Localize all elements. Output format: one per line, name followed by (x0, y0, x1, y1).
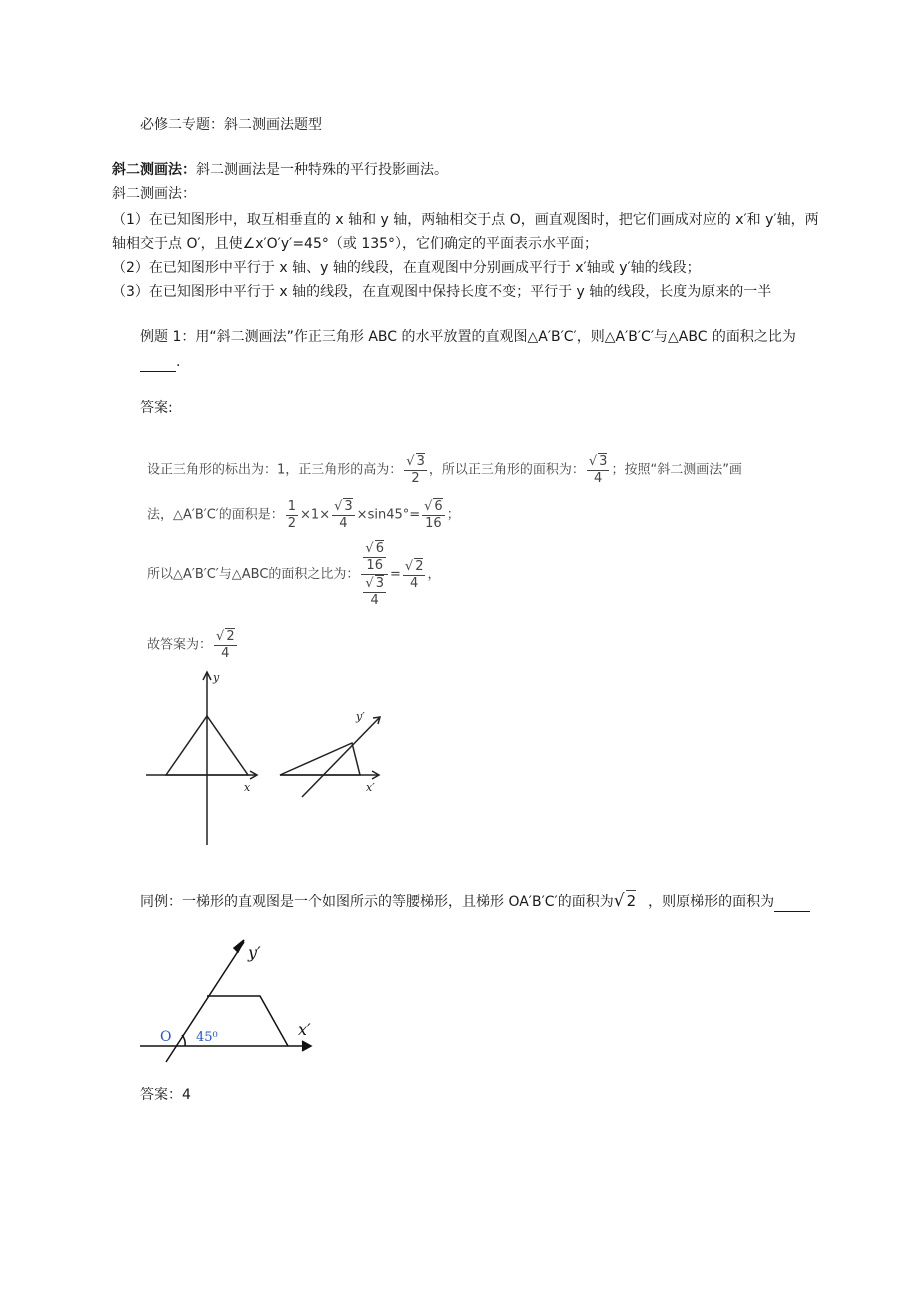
solution-line-2 (147, 498, 460, 532)
label-angle: 45⁰ (196, 1030, 218, 1045)
radicand: 3 (375, 576, 384, 591)
example-2-question-pre: 同例：一梯形的直观图是一个如图所示的等腰梯形，且梯形 OA′B′C′的面积为 (140, 894, 614, 910)
radicand: 2 (415, 558, 424, 574)
fraction-sqrt3-over-2 (404, 453, 427, 487)
rule-1-line-1: （1）在已知图形中，取互相垂直的 x 轴和 y 轴，两轴相交于点 O，画直观图时，把它们画成对应的 x′和 y′轴，两 (112, 212, 819, 228)
denominator: 2 (287, 515, 297, 531)
solution-2-post: ； (446, 507, 460, 523)
denominator: 4 (594, 471, 603, 486)
solution-3-eq: = (389, 567, 401, 582)
denominator: 2 (411, 471, 420, 486)
angle-arc (182, 1035, 185, 1046)
radicand: 6 (375, 541, 384, 556)
solution-line-1 (147, 453, 742, 487)
radical-sign: √ (365, 541, 374, 556)
radicand: 3 (416, 454, 425, 469)
radical-sign: √ (216, 629, 225, 644)
radical-sign: √ (365, 576, 374, 591)
numerator: 1 (287, 498, 297, 514)
denominator: 4 (370, 593, 379, 608)
fraction-sqrt2-over-4 (214, 628, 237, 662)
example-1-question-end: . (176, 354, 181, 370)
answer-blank (774, 897, 810, 912)
radical-sign: √ (613, 891, 625, 911)
rule-2: （2）在已知图形中平行于 x 轴、y 轴的线段，在直观图中分别画成平行于 x′轴或 y′轴的线段； (112, 260, 701, 276)
solution-2-pre: 法，△A′B′C′的面积是： (147, 507, 284, 523)
radical-sign: √ (588, 454, 598, 469)
radicand: 3 (344, 499, 353, 514)
denominator: 16 (425, 516, 442, 531)
inner-fraction-bottom (363, 575, 386, 609)
label-x-prime: x′ (366, 781, 375, 794)
radicand: 3 (599, 454, 608, 469)
definition-intro-text: 斜二测画法是一种特殊的平行投影画法。 (196, 162, 448, 178)
label-y-prime: y′ (248, 943, 261, 962)
definition-intro (112, 160, 448, 180)
definition-subtitle: 斜二测画法： (112, 186, 196, 202)
fraction-sqrt3-over-4 (587, 453, 610, 487)
compound-fraction (361, 540, 388, 609)
example-1-question: 例题 1：用“斜二测画法”作正三角形 ABC 的水平放置的直观图△A′B′C′，则△A′B′C′与△ABC 的面积之比为 (140, 329, 796, 345)
solution-3-pre: 所以△A′B′C′与△ABC的面积之比为： (147, 567, 360, 582)
denominator: 16 (366, 558, 383, 573)
example-2-question (140, 890, 810, 912)
solution-line-3 (147, 540, 440, 609)
denominator: 4 (410, 575, 419, 591)
solution-2-times: ×1× (300, 507, 331, 523)
oblique-triangle (280, 743, 360, 775)
fraction-sqrt3-over-4 (332, 498, 355, 532)
radical-sign: √ (334, 499, 343, 514)
page-title: 必修二专题：斜二测画法题型 (140, 117, 322, 133)
solution-2-sin: ×sin45°= (356, 507, 421, 523)
label-y-prime: y′ (356, 710, 365, 723)
radicand: 6 (434, 499, 443, 514)
trapezoid-sides (207, 996, 288, 1046)
example-1-answer-label: 答案: (140, 400, 173, 416)
radical-sign: √ (404, 558, 414, 574)
denominator: 4 (339, 516, 348, 531)
rule-3: （3）在已知图形中平行于 x 轴的线段，在直观图中保持长度不变；平行于 y 轴的线段，长度为原来的一半 (112, 284, 772, 300)
answer-blank (140, 357, 176, 372)
example-2-radicand: 2 (626, 892, 637, 910)
fraction-sqrt6-over-16 (422, 498, 445, 532)
example-2-answer: 答案：4 (140, 1087, 191, 1103)
fraction-sqrt2-over-4 (403, 558, 426, 592)
figure-triangles (140, 665, 400, 865)
inner-fraction-top (363, 540, 386, 574)
radical-sign: √ (424, 499, 433, 514)
solution-1-pre: 设正三角形的标出为：1，正三角形的高为： (147, 462, 403, 478)
solution-4-pre: 故答案为： (147, 637, 213, 653)
label-y: y (213, 671, 220, 684)
x-prime-axis-arrow-icon (302, 1041, 311, 1051)
y-prime-axis-arrow-icon (234, 940, 244, 952)
example-1-blank-line (140, 352, 180, 372)
fraction-1-over-2 (286, 499, 298, 532)
example-2-question-post: ，则原梯形的面积为 (648, 894, 775, 910)
radicand: 2 (226, 629, 235, 644)
rule-1-line-2: 轴相交于点 O′，且使∠x′O′y′=45°（或 135°），它们确定的平面表示水平面； (112, 236, 599, 252)
solution-1-post: ；按照“斜二测画法”画 (611, 462, 742, 478)
definition-bold-label: 斜二测画法： (112, 162, 196, 178)
solution-line-4 (147, 628, 239, 662)
solution-1-mid: ，所以正三角形的面积为： (428, 462, 585, 478)
denominator: 4 (221, 646, 230, 661)
radical-sign: √ (406, 454, 415, 469)
solution-3-post: ， (427, 567, 441, 582)
figure-trapezoid (140, 930, 330, 1065)
label-x-prime: x′ (298, 1020, 311, 1039)
label-x: x (244, 781, 251, 794)
label-o: O (160, 1029, 172, 1045)
